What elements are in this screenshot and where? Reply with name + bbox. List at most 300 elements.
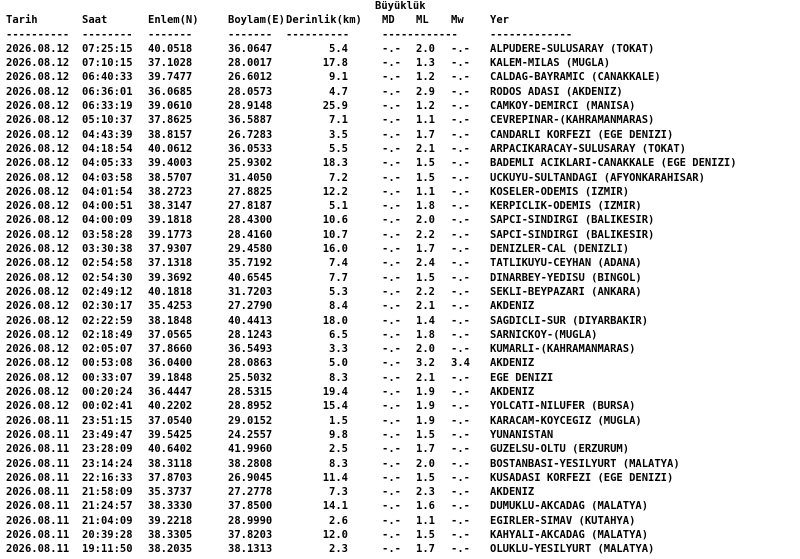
row-mw: -.- [451,142,470,155]
row-ml: 1.5 [416,271,435,284]
row-mw: -.- [451,71,470,84]
row-time: 06:36:01 [82,85,133,98]
row-mw: 3.4 [451,357,470,370]
row-mw: -.- [451,271,470,284]
row-time: 00:02:41 [82,400,133,413]
row-md: -.- [382,171,401,184]
row-date: 2026.08.12 [6,114,70,127]
row-latitude: 36.0400 [148,357,193,370]
table-row [6,185,630,199]
row-latitude: 39.4003 [148,157,193,170]
table-row [6,385,535,399]
row-latitude: 39.7477 [148,71,193,84]
column-header-row [6,13,509,27]
row-time: 02:30:17 [82,300,133,313]
row-longitude: 38.2808 [228,457,273,470]
row-mw: -.- [451,171,470,184]
row-location: KAHYALI-AKCADAG (MALATYA) [490,528,649,541]
row-depth: 16.0 [322,243,348,256]
header-latitude: Enlem(N) [148,14,199,27]
row-ml: 1.5 [416,471,435,484]
row-md: -.- [382,471,401,484]
row-ml: 1.2 [416,71,435,84]
separator-date: ---------- [6,28,70,41]
row-time: 04:01:54 [82,185,133,198]
row-date: 2026.08.11 [6,514,70,527]
row-depth: 12.2 [322,185,348,198]
table-row [6,542,655,556]
row-time: 07:10:15 [82,57,133,70]
row-location: GUZELSU-OLTU (ERZURUM) [490,443,630,456]
row-md: -.- [382,357,401,370]
row-location: DUMUKLU-AKCADAG (MALATYA) [490,500,649,513]
row-location: KUSADASI KORFEZI (EGE DENIZI) [490,471,674,484]
row-md: -.- [382,400,401,413]
row-location: SAPCI-SINDIRGI (BALIKESIR) [490,228,655,241]
row-ml: 1.1 [416,114,435,127]
row-md: -.- [382,228,401,241]
header-ml: ML [416,14,429,27]
row-md: -.- [382,57,401,70]
row-depth: 4.7 [329,85,348,98]
row-location: KOSELER-ODEMIS (IZMIR) [490,185,630,198]
row-date: 2026.08.12 [6,228,70,241]
row-md: -.- [382,386,401,399]
row-time: 03:30:38 [82,243,133,256]
separator-latitude: ------- [148,28,193,41]
row-location: AKDENIZ [490,386,535,399]
row-depth: 15.4 [322,400,348,413]
row-time: 19:11:50 [82,543,133,556]
row-date: 2026.08.11 [6,414,70,427]
row-ml: 2.2 [416,285,435,298]
row-md: -.- [382,328,401,341]
row-ml: 2.1 [416,300,435,313]
row-ml: 1.7 [416,543,435,556]
row-location: AKDENIZ [490,357,535,370]
row-ml: 2.9 [416,85,435,98]
row-longitude: 25.9302 [228,157,273,170]
table-row [6,499,649,513]
separator-location: ------------- [490,28,573,41]
header-time: Saat [82,14,108,27]
row-ml: 1.5 [416,428,435,441]
row-depth: 1.5 [329,414,348,427]
row-longitude: 28.8952 [228,400,273,413]
row-date: 2026.08.12 [6,214,70,227]
row-longitude: 37.8500 [228,500,273,513]
row-longitude: 28.0863 [228,357,273,370]
row-depth: 7.4 [329,257,348,270]
row-md: -.- [382,85,401,98]
row-time: 23:14:24 [82,457,133,470]
row-location: CEVREPINAR-(KAHRAMANMARAS) [490,114,655,127]
table-row [6,528,649,542]
row-md: -.- [382,114,401,127]
row-location: BADEMLI ACIKLARI-CANAKKALE (EGE DENIZI) [490,157,737,170]
row-md: -.- [382,157,401,170]
row-md: -.- [382,214,401,227]
row-date: 2026.08.12 [6,357,70,370]
row-time: 02:22:59 [82,314,133,327]
row-depth: 25.9 [322,100,348,113]
table-row [6,285,642,299]
row-mw: -.- [451,214,470,227]
row-mw: -.- [451,257,470,270]
row-longitude: 36.5887 [228,114,273,127]
row-latitude: 38.3330 [148,500,193,513]
table-row [6,213,655,227]
row-latitude: 38.3118 [148,457,193,470]
row-depth: 10.6 [322,214,348,227]
row-latitude: 37.1028 [148,57,193,70]
row-latitude: 37.1318 [148,257,193,270]
row-time: 06:33:19 [82,100,133,113]
row-location: KERPICLIK-ODEMIS (IZMIR) [490,200,642,213]
row-ml: 1.9 [416,414,435,427]
row-md: -.- [382,71,401,84]
table-row [6,85,623,99]
row-longitude: 36.0533 [228,142,273,155]
row-longitude: 26.7283 [228,128,273,141]
row-date: 2026.08.11 [6,428,70,441]
row-mw: -.- [451,328,470,341]
row-ml: 2.1 [416,142,435,155]
row-location: SAPCI-SINDIRGI (BALIKESIR) [490,214,655,227]
table-row [6,328,598,342]
row-mw: -.- [451,314,470,327]
row-date: 2026.08.12 [6,71,70,84]
header-mw: Mw [451,14,464,27]
row-latitude: 40.0612 [148,142,193,155]
row-md: -.- [382,514,401,527]
row-location: AKDENIZ [490,486,535,499]
row-time: 20:39:28 [82,528,133,541]
row-md: -.- [382,271,401,284]
row-depth: 5.1 [329,200,348,213]
row-date: 2026.08.12 [6,371,70,384]
row-depth: 14.1 [322,500,348,513]
row-location: ARPACIKARACAY-SULUSARAY (TOKAT) [490,142,686,155]
row-longitude: 28.0573 [228,85,273,98]
row-latitude: 37.0565 [148,328,193,341]
row-latitude: 35.4253 [148,300,193,313]
row-depth: 2.6 [329,514,348,527]
row-location: KALEM-MILAS (MUGLA) [490,57,611,70]
row-longitude: 31.4050 [228,171,273,184]
separator-magnitude: ------------ [382,28,458,41]
row-ml: 1.7 [416,443,435,456]
row-longitude: 27.8825 [228,185,273,198]
row-depth: 18.0 [322,314,348,327]
row-longitude: 29.0152 [228,414,273,427]
row-md: -.- [382,543,401,556]
row-latitude: 37.0540 [148,414,193,427]
row-time: 04:05:33 [82,157,133,170]
row-date: 2026.08.12 [6,200,70,213]
row-longitude: 40.4413 [228,314,273,327]
row-date: 2026.08.12 [6,157,70,170]
row-mw: -.- [451,128,470,141]
table-row [6,142,686,156]
row-mw: -.- [451,400,470,413]
row-mw: -.- [451,185,470,198]
header-depth: Derinlik(km) [286,14,362,27]
row-ml: 3.2 [416,357,435,370]
separator-row [6,28,573,42]
row-longitude: 36.5493 [228,343,273,356]
row-mw: -.- [451,514,470,527]
row-longitude: 26.6012 [228,71,273,84]
row-time: 04:18:54 [82,142,133,155]
row-mw: -.- [451,343,470,356]
row-ml: 2.0 [416,343,435,356]
row-latitude: 40.1818 [148,285,193,298]
row-location: SARNICKOY-(MUGLA) [490,328,598,341]
row-time: 23:51:15 [82,414,133,427]
row-date: 2026.08.12 [6,42,70,55]
row-mw: -.- [451,228,470,241]
row-time: 21:24:57 [82,500,133,513]
row-longitude: 29.4580 [228,243,273,256]
row-mw: -.- [451,443,470,456]
row-longitude: 27.8187 [228,200,273,213]
row-longitude: 31.7203 [228,285,273,298]
row-latitude: 37.9307 [148,243,193,256]
row-date: 2026.08.12 [6,128,70,141]
row-ml: 2.4 [416,257,435,270]
row-time: 22:16:33 [82,471,133,484]
row-location: YOLCATI-NILUFER (BURSA) [490,400,636,413]
row-date: 2026.08.12 [6,343,70,356]
row-latitude: 39.3692 [148,271,193,284]
row-ml: 1.4 [416,314,435,327]
header-md: MD [382,14,395,27]
row-latitude: 37.8703 [148,471,193,484]
row-location: SEKLI-BEYPAZARI (ANKARA) [490,285,642,298]
row-md: -.- [382,486,401,499]
row-longitude: 36.0647 [228,42,273,55]
row-latitude: 35.3737 [148,486,193,499]
row-depth: 7.7 [329,271,348,284]
row-date: 2026.08.12 [6,257,70,270]
row-date: 2026.08.11 [6,471,70,484]
row-latitude: 38.5707 [148,171,193,184]
row-ml: 1.8 [416,200,435,213]
row-mw: -.- [451,528,470,541]
row-ml: 1.5 [416,171,435,184]
row-time: 23:28:09 [82,443,133,456]
row-ml: 1.5 [416,157,435,170]
row-longitude: 26.9045 [228,471,273,484]
row-md: -.- [382,528,401,541]
table-row [6,128,674,142]
row-latitude: 39.5425 [148,428,193,441]
table-row [6,428,554,442]
row-location: TATLIKUYU-CEYHAN (ADANA) [490,257,642,270]
row-location: BOSTANBASI-YESILYURT (MALATYA) [490,457,680,470]
row-depth: 5.4 [329,42,348,55]
table-row [6,156,737,170]
row-longitude: 25.5032 [228,371,273,384]
row-location: CALDAG-BAYRAMIC (CANAKKALE) [490,71,661,84]
row-date: 2026.08.12 [6,285,70,298]
table-row [6,399,636,413]
row-depth: 17.8 [322,57,348,70]
row-depth: 8.3 [329,457,348,470]
row-time: 02:54:30 [82,271,133,284]
row-mw: -.- [451,157,470,170]
row-location: RODOS ADASI (AKDENIZ) [490,85,623,98]
row-longitude: 28.4160 [228,228,273,241]
row-ml: 1.7 [416,128,435,141]
row-longitude: 27.2790 [228,300,273,313]
row-date: 2026.08.12 [6,57,70,70]
row-time: 00:53:08 [82,357,133,370]
row-date: 2026.08.12 [6,271,70,284]
row-mw: -.- [451,471,470,484]
row-latitude: 36.0685 [148,85,193,98]
row-depth: 7.3 [329,486,348,499]
row-depth: 3.3 [329,343,348,356]
row-date: 2026.08.11 [6,486,70,499]
row-latitude: 39.2218 [148,514,193,527]
table-row [6,514,636,528]
row-md: -.- [382,314,401,327]
row-location: CAMKOY-DEMIRCI (MANISA) [490,100,636,113]
table-row [6,56,611,70]
row-mw: -.- [451,285,470,298]
row-mw: -.- [451,414,470,427]
row-latitude: 39.1773 [148,228,193,241]
row-md: -.- [382,414,401,427]
row-ml: 1.9 [416,400,435,413]
magnitude-group-label: Büyüklük [375,0,426,12]
row-ml: 1.1 [416,514,435,527]
row-latitude: 38.3147 [148,200,193,213]
row-md: -.- [382,100,401,113]
row-depth: 6.5 [329,328,348,341]
row-depth: 3.5 [329,128,348,141]
row-time: 02:54:58 [82,257,133,270]
table-row [6,70,661,84]
earthquake-list [6,0,737,557]
separator-time: -------- [82,28,133,41]
row-date: 2026.08.12 [6,185,70,198]
row-depth: 8.4 [329,300,348,313]
row-longitude: 35.7192 [228,257,273,270]
row-md: -.- [382,285,401,298]
row-latitude: 39.0610 [148,100,193,113]
row-date: 2026.08.11 [6,500,70,513]
row-date: 2026.08.11 [6,443,70,456]
row-date: 2026.08.12 [6,328,70,341]
row-ml: 1.1 [416,185,435,198]
row-mw: -.- [451,57,470,70]
row-depth: 19.4 [322,386,348,399]
row-date: 2026.08.12 [6,171,70,184]
row-time: 02:05:07 [82,343,133,356]
row-latitude: 37.8625 [148,114,193,127]
table-row [6,457,680,471]
row-time: 02:49:12 [82,285,133,298]
row-time: 21:58:09 [82,486,133,499]
row-longitude: 28.9990 [228,514,273,527]
row-ml: 1.7 [416,243,435,256]
row-ml: 1.3 [416,57,435,70]
row-time: 04:00:09 [82,214,133,227]
row-location: SAGDICLI-SUR (DIYARBAKIR) [490,314,649,327]
row-longitude: 28.1243 [228,328,273,341]
row-mw: -.- [451,486,470,499]
row-mw: -.- [451,300,470,313]
row-md: -.- [382,457,401,470]
row-depth: 18.3 [322,157,348,170]
row-ml: 1.6 [416,500,435,513]
table-row [6,314,649,328]
row-time: 07:25:15 [82,42,133,55]
row-longitude: 37.8203 [228,528,273,541]
row-longitude: 27.2778 [228,486,273,499]
row-time: 00:33:07 [82,371,133,384]
row-location: KUMARLI-(KAHRAMANMARAS) [490,343,636,356]
separator-depth: ---------- [286,28,350,41]
row-md: -.- [382,42,401,55]
row-longitude: 28.4300 [228,214,273,227]
row-mw: -.- [451,42,470,55]
row-depth: 8.3 [329,371,348,384]
row-depth: 7.2 [329,171,348,184]
row-date: 2026.08.11 [6,543,70,556]
row-longitude: 24.2557 [228,428,273,441]
row-latitude: 40.6402 [148,443,193,456]
row-ml: 2.0 [416,457,435,470]
row-time: 06:40:33 [82,71,133,84]
row-depth: 5.0 [329,357,348,370]
row-longitude: 40.6545 [228,271,273,284]
separator-longitude: ------- [228,28,273,41]
table-row [6,242,630,256]
row-latitude: 38.2723 [148,185,193,198]
row-depth: 5.5 [329,142,348,155]
table-row [6,228,655,242]
row-time: 03:58:28 [82,228,133,241]
row-longitude: 41.9960 [228,443,273,456]
table-row [6,471,674,485]
table-row [6,42,655,56]
table-row [6,271,642,285]
row-md: -.- [382,128,401,141]
row-latitude: 38.3305 [148,528,193,541]
row-depth: 12.0 [322,528,348,541]
row-time: 00:20:24 [82,386,133,399]
row-mw: -.- [451,243,470,256]
row-time: 05:10:37 [82,114,133,127]
row-location: DENIZLER-CAL (DENIZLI) [490,243,630,256]
row-date: 2026.08.12 [6,386,70,399]
row-ml: 2.2 [416,228,435,241]
table-row [6,199,642,213]
row-md: -.- [382,200,401,213]
header-date: Tarih [6,14,38,27]
row-depth: 5.3 [329,285,348,298]
table-row [6,342,636,356]
row-longitude: 28.5315 [228,386,273,399]
row-date: 2026.08.11 [6,528,70,541]
row-date: 2026.08.12 [6,314,70,327]
row-time: 21:04:09 [82,514,133,527]
table-row [6,113,655,127]
